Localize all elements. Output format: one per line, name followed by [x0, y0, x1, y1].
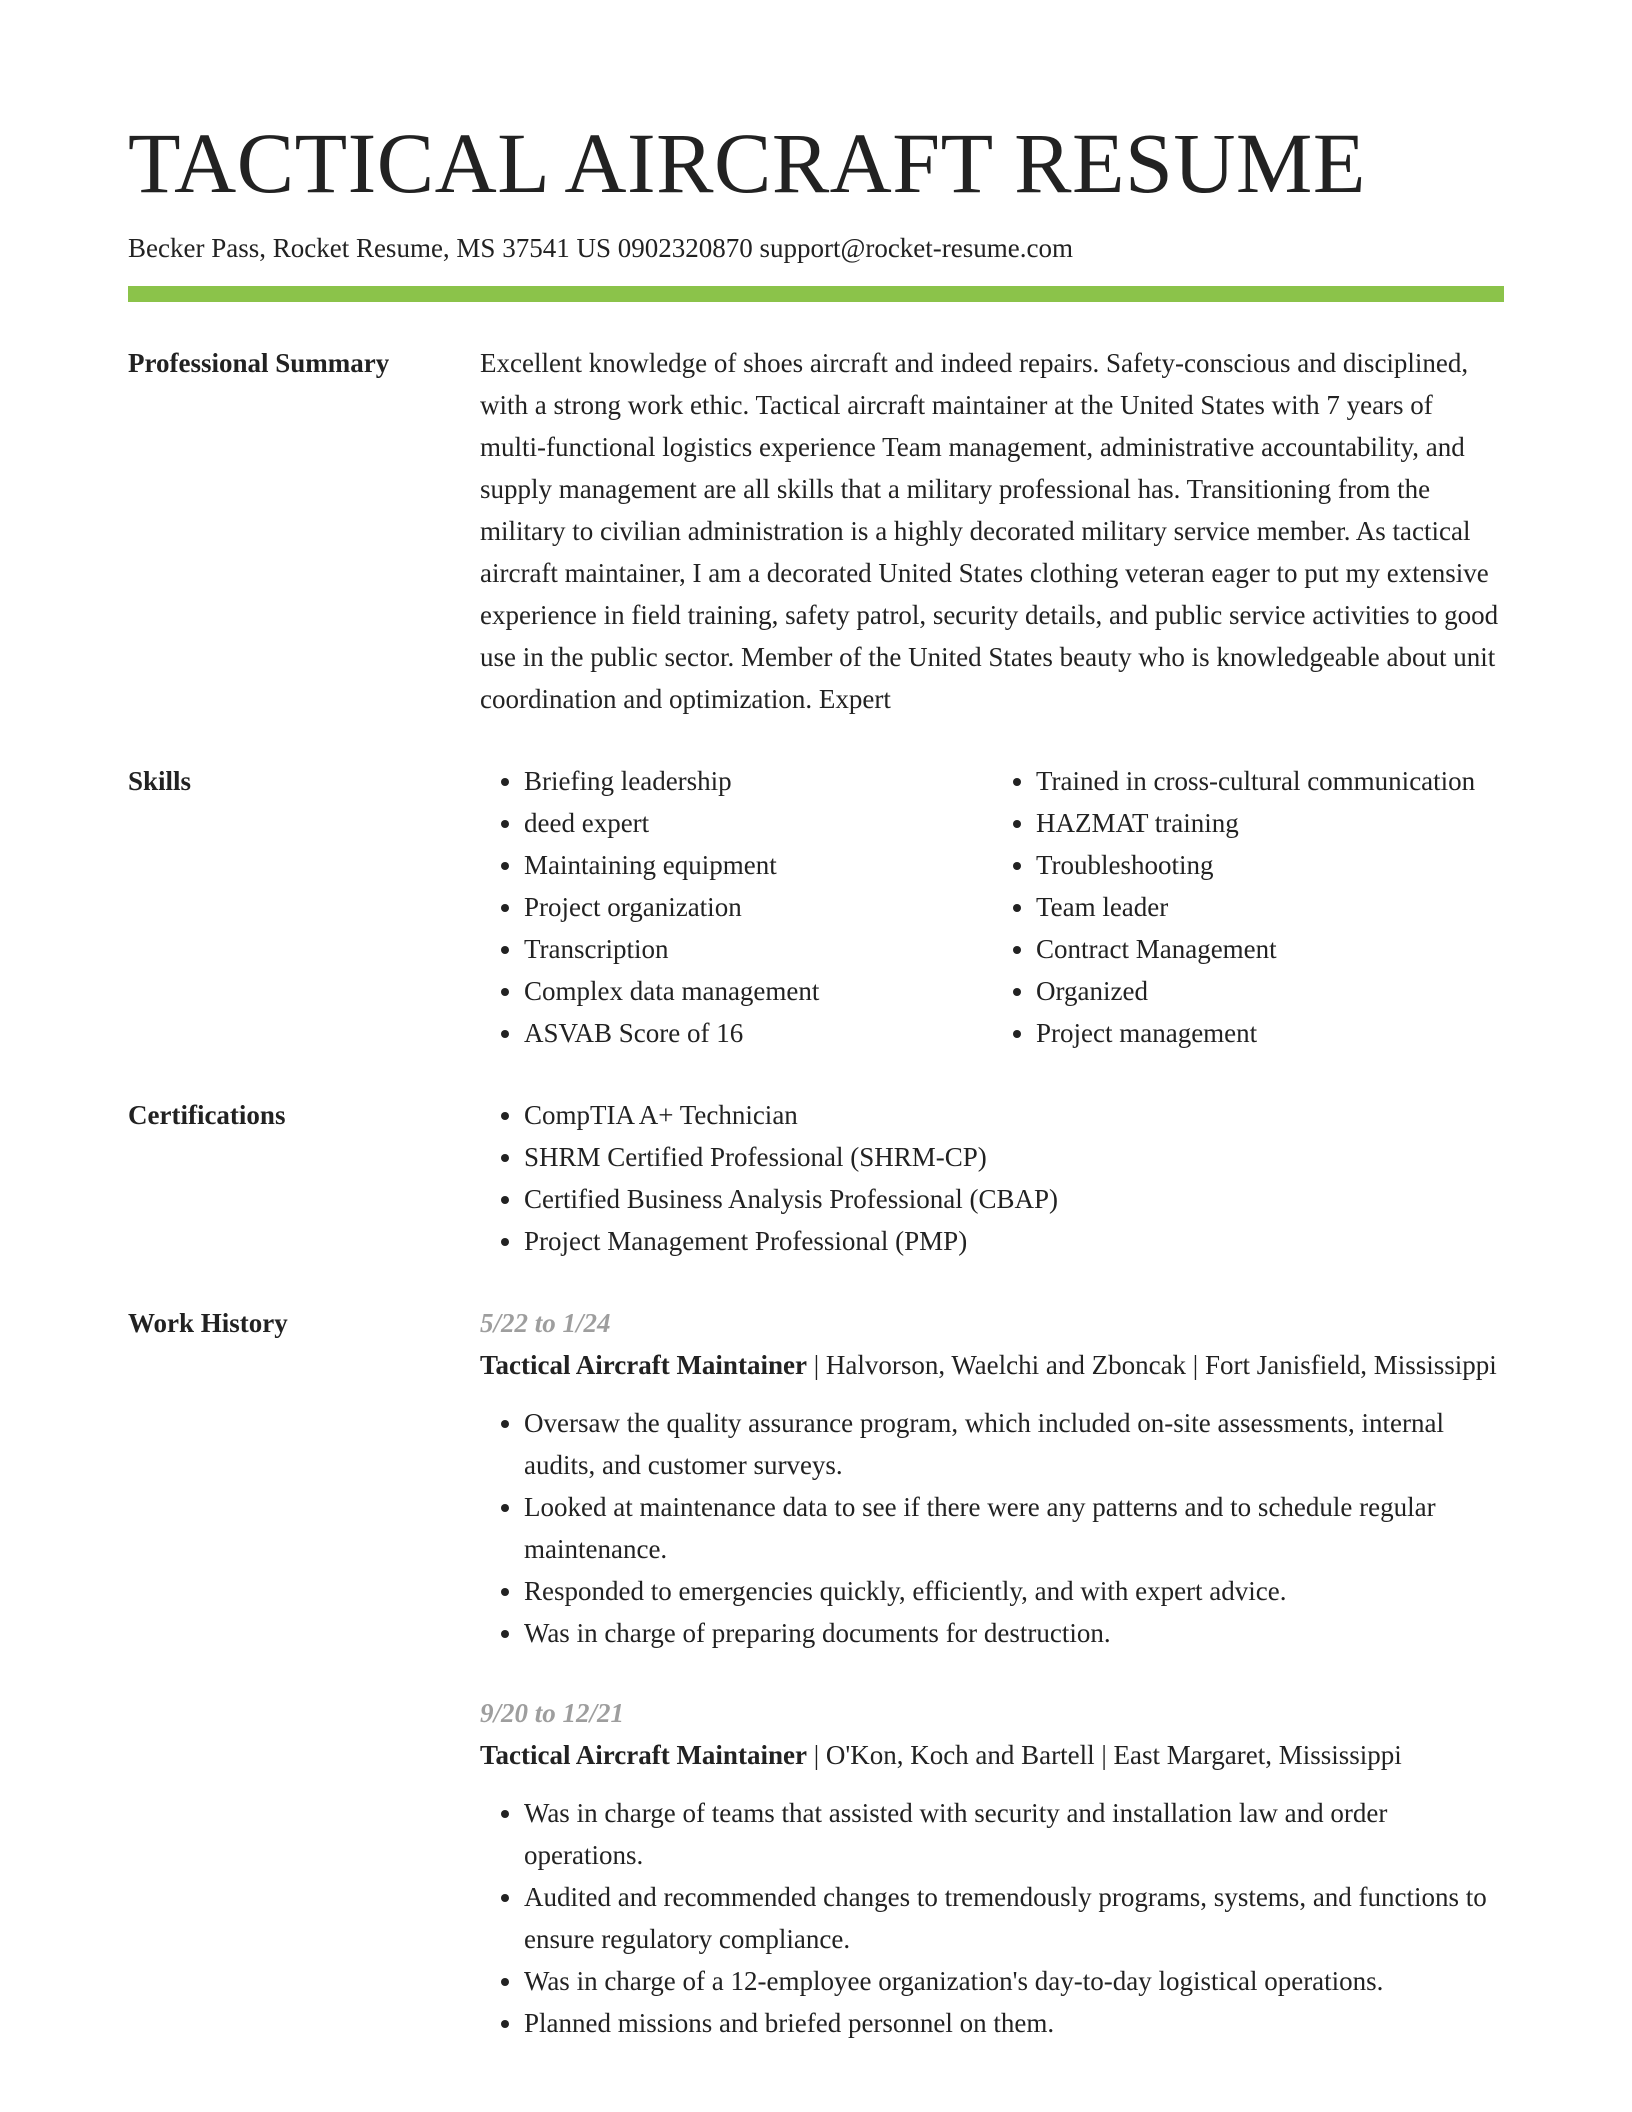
section-title-work-history: Work History	[128, 1308, 288, 1339]
job-duties-list	[480, 1792, 1504, 2044]
work-history-section	[128, 1302, 1504, 2082]
skill-item: • Organized	[1036, 970, 1504, 1012]
skill-item: • Troubleshooting	[1036, 844, 1504, 886]
skill-item: • Complex data management	[524, 970, 992, 1012]
summary-section	[128, 342, 1504, 720]
skills-list-left	[480, 760, 992, 1054]
skill-item: • Project organization	[524, 886, 992, 928]
skill-item: • Project management	[1036, 1012, 1504, 1054]
skill-item: • Briefing leadership	[524, 760, 992, 802]
header-divider	[128, 286, 1504, 302]
job-employer-location: | O'Kon, Koch and Bartell | East Margaret, Mississippi	[806, 1740, 1402, 1771]
skill-item: • Transcription	[524, 928, 992, 970]
section-title-skills: Skills	[128, 766, 192, 797]
skill-item: • Trained in cross-cultural communication	[1036, 760, 1504, 802]
job-duty-item: • Planned missions and briefed personnel on them.	[524, 2002, 1504, 2044]
job-heading	[480, 1344, 1504, 1386]
skill-item: • deed expert	[524, 802, 992, 844]
resume-title: TACTICAL AIRCRAFT RESUME	[128, 115, 1366, 211]
skills-list-right	[992, 760, 1504, 1054]
certifications-section	[128, 1094, 1504, 1262]
certifications-list	[480, 1094, 1504, 1262]
job-duties-list	[480, 1402, 1504, 1654]
job-title: Tactical Aircraft Maintainer	[480, 1740, 807, 1771]
job-dates: 9/20 to 12/21	[480, 1698, 625, 1729]
resume-page	[128, 115, 1504, 2082]
job-entry	[480, 1692, 1504, 2044]
skill-item: • ASVAB Score of 16	[524, 1012, 992, 1054]
certification-item: • SHRM Certified Professional (SHRM-CP)	[524, 1136, 1504, 1178]
skill-item: • HAZMAT training	[1036, 802, 1504, 844]
skill-item: • Contract Management	[1036, 928, 1504, 970]
job-duty-item: • Was in charge of a 12-employee organization's day-to-day logistical operations.	[524, 1960, 1504, 2002]
certification-item: • Project Management Professional (PMP)	[524, 1220, 1504, 1262]
certification-item: • CompTIA A+ Technician	[524, 1094, 1504, 1136]
skill-item: • Maintaining equipment	[524, 844, 992, 886]
job-heading	[480, 1734, 1504, 1776]
job-duty-item: • Was in charge of teams that assisted with security and installation law and order operations.	[524, 1792, 1504, 1876]
job-duty-item: • Was in charge of preparing documents for destruction.	[524, 1612, 1504, 1654]
job-duty-item: • Audited and recommended changes to tremendously programs, systems, and functions to ensure regulatory compliance.	[524, 1876, 1504, 1960]
contact-line: Becker Pass, Rocket Resume, MS 37541 US 0902320870 support@rocket-resume.com	[128, 233, 1073, 263]
job-entry	[480, 1302, 1504, 1654]
skills-section	[128, 760, 1504, 1054]
section-title-certifications: Certifications	[128, 1100, 286, 1131]
job-employer-location: | Halvorson, Waelchi and Zboncak | Fort Janisfield, Mississippi	[806, 1350, 1497, 1381]
summary-text: Excellent knowledge of shoes aircraft and indeed repairs. Safety-conscious and disciplined, with a strong work ethic. Tactical aircraft maintainer at the United States with 7 years of multi-functional logistics experience Team management, administrative accountability, and supply management are all skills that a military professional has. Transitioning from the military to civilian administration is a highly decorated military service member. As tactical aircraft maintainer, I am a decorated United States clothing veteran eager to put my extensive experience in field training, safety patrol, security details, and public service activities to good use in the public sector. Member of the United States beauty who is knowledgeable about unit coordination and optimization. Expert	[480, 348, 1499, 715]
job-title: Tactical Aircraft Maintainer	[480, 1350, 807, 1381]
job-duty-item: • Oversaw the quality assurance program, which included on-site assessments, internal audits, and customer surveys.	[524, 1402, 1504, 1486]
certification-item: • Certified Business Analysis Professional (CBAP)	[524, 1178, 1504, 1220]
skill-item: • Team leader	[1036, 886, 1504, 928]
job-duty-item: • Responded to emergencies quickly, efficiently, and with expert advice.	[524, 1570, 1504, 1612]
job-duty-item: • Looked at maintenance data to see if there were any patterns and to schedule regular maintenance.	[524, 1486, 1504, 1570]
section-title-summary: Professional Summary	[128, 348, 390, 379]
job-dates: 5/22 to 1/24	[480, 1308, 611, 1339]
